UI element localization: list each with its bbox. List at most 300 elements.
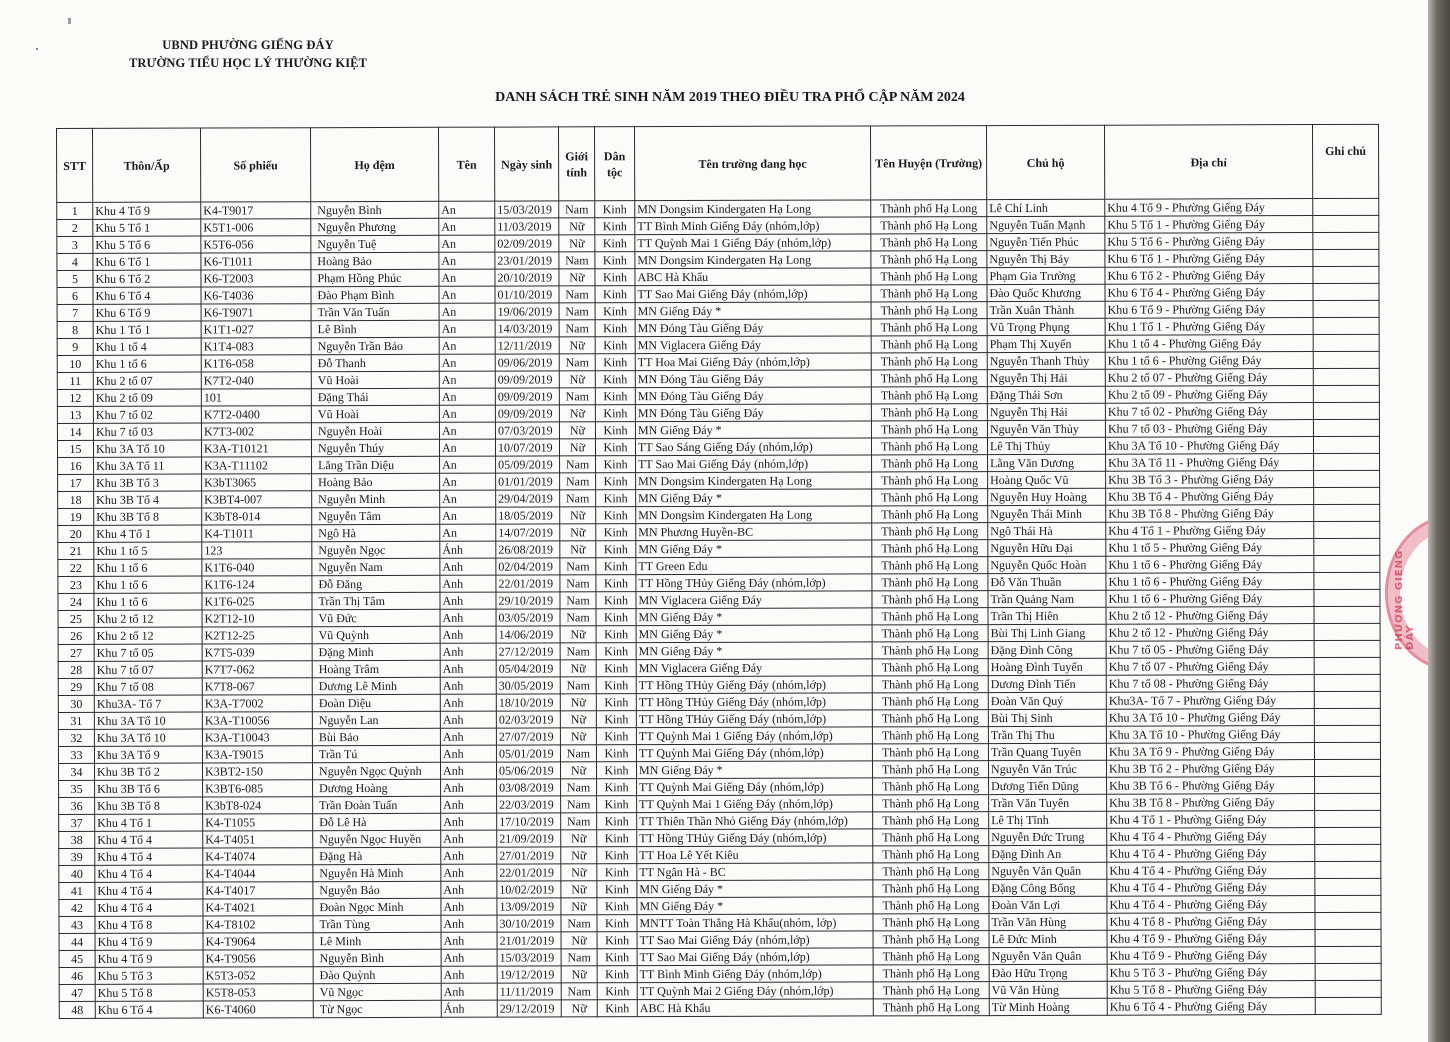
cell-dia-chi: Khu 4 Tổ 8 - Phường Giếng Đáy	[1107, 913, 1315, 931]
cell-huyen: Thành phố Hạ Long	[872, 540, 988, 557]
cell-gioi-tinh: Nữ	[560, 626, 596, 643]
col-header-dan-toc	[594, 127, 634, 201]
cell-dan-toc: Kinh	[595, 201, 635, 218]
cell-huyen: Thành phố Hạ Long	[871, 421, 987, 438]
cell-ghi-chu	[1315, 776, 1381, 793]
cell-gioi-tinh: Nữ	[560, 694, 596, 711]
cell-thon: Khu 1 tổ 6	[94, 576, 202, 593]
cell-stt: 34	[58, 763, 94, 780]
cell-stt: 47	[59, 984, 95, 1001]
cell-thon: Khu 4 Tổ 1	[94, 525, 202, 542]
cell-chu-ho: Nguyễn Văn Trúc	[988, 760, 1106, 777]
cell-dia-chi: Khu 6 Tổ 4 - Phường Giếng Đáy	[1105, 284, 1313, 302]
cell-chu-ho: Đặng Đình Công	[988, 641, 1106, 658]
cell-ten: Anh	[441, 779, 497, 796]
cell-stt: 8	[57, 321, 93, 338]
cell-chu-ho: Nguyễn Tiến Phúc	[987, 233, 1105, 250]
cell-ghi-chu	[1313, 198, 1379, 215]
scan-mark	[68, 18, 71, 24]
cell-huyen: Thành phố Hạ Long	[873, 795, 989, 812]
cell-ngay-sinh: 19/12/2019	[497, 966, 561, 983]
cell-huyen: Thành phố Hạ Long	[873, 999, 989, 1016]
cell-ho-dem: Trần Tùng	[313, 915, 441, 932]
cell-so-phieu: K4-T9017	[201, 202, 311, 219]
cell-ngay-sinh: 20/10/2019	[495, 269, 559, 286]
cell-stt: 15	[57, 440, 93, 457]
cell-dan-toc: Kinh	[596, 711, 636, 728]
cell-ngay-sinh: 30/05/2019	[496, 677, 560, 694]
cell-so-phieu: K1T1-027	[201, 321, 311, 338]
cell-ngay-sinh: 05/09/2019	[496, 456, 560, 473]
cell-chu-ho: Bùi Thị Sinh	[988, 709, 1106, 726]
cell-ten: Anh	[441, 898, 497, 915]
cell-dan-toc: Kinh	[596, 626, 636, 643]
cell-dan-toc: Kinh	[595, 303, 635, 320]
cell-ghi-chu	[1313, 402, 1379, 419]
cell-gioi-tinh: Nam	[560, 558, 596, 575]
cell-gioi-tinh: Nữ	[559, 269, 595, 286]
cell-stt: 23	[58, 576, 94, 593]
cell-ten: An	[440, 473, 496, 490]
cell-stt: 46	[59, 967, 95, 984]
cell-so-phieu: 101	[201, 389, 311, 406]
cell-gioi-tinh: Nam	[559, 252, 595, 269]
cell-ngay-sinh: 29/04/2019	[496, 490, 560, 507]
cell-dia-chi: Khu 6 Tổ 1 - Phường Giếng Đáy	[1105, 250, 1313, 268]
cell-chu-ho: Dương Đình Tiến	[988, 675, 1106, 692]
cell-stt: 39	[59, 848, 95, 865]
cell-dia-chi: Khu 1 tổ 6 - Phường Giếng Đáy	[1106, 573, 1314, 591]
cell-chu-ho: Trần Thị Hiên	[988, 607, 1106, 624]
cell-dan-toc: Kinh	[596, 524, 636, 541]
cell-dan-toc: Kinh	[597, 847, 637, 864]
cell-chu-ho: Hoàng Quốc Vũ	[988, 471, 1106, 488]
cell-ten: Anh	[440, 745, 496, 762]
col-header-dia-chi: Địa chỉ	[1104, 125, 1312, 200]
cell-ho-dem: Nguyễn Bảo	[313, 881, 441, 898]
cell-dia-chi: Khu 1 tổ 6 - Phường Giếng Đáy	[1106, 556, 1314, 574]
cell-ho-dem: Đặng Thái	[311, 388, 439, 405]
cell-truong: MN Viglacera Giếng Đáy	[635, 336, 871, 354]
cell-truong: TT Sao Mai Giếng Đáy (nhóm,lớp)	[637, 948, 873, 966]
cell-ghi-chu	[1315, 963, 1381, 980]
cell-ghi-chu	[1314, 657, 1380, 674]
cell-stt: 21	[58, 542, 94, 559]
cell-stt: 3	[57, 236, 93, 253]
cell-thon: Khu 3B Tổ 3	[94, 474, 202, 491]
cell-huyen: Thành phố Hạ Long	[872, 676, 988, 693]
cell-gioi-tinh: Nam	[561, 813, 597, 830]
cell-truong: TT Bình Minh Giếng Đáy (nhóm,lớp)	[637, 965, 873, 983]
cell-ho-dem: Nguyễn Ngọc	[312, 541, 440, 558]
cell-ho-dem: Dương Hoàng	[313, 779, 441, 796]
cell-chu-ho: Nguyễn Đức Trung	[989, 828, 1107, 845]
cell-dia-chi: Khu 1 Tổ 1 - Phường Giếng Đáy	[1105, 318, 1313, 336]
cell-dia-chi: Khu 1 tổ 6 - Phường Giếng Đáy	[1105, 352, 1313, 370]
cell-ten: An	[439, 269, 495, 286]
cell-ngay-sinh: 01/01/2019	[496, 473, 560, 490]
cell-stt: 17	[58, 474, 94, 491]
cell-ho-dem: Dương Lê Minh	[312, 677, 440, 694]
cell-ten: Anh	[441, 864, 497, 881]
cell-ho-dem: Phạm Hồng Phúc	[311, 269, 439, 286]
cell-dan-toc: Kinh	[595, 337, 635, 354]
cell-ghi-chu	[1314, 725, 1380, 742]
cell-huyen: Thành phố Hạ Long	[873, 965, 989, 982]
cell-thon: Khu 1 tổ 6	[93, 355, 201, 372]
cell-gioi-tinh: Nam	[560, 592, 596, 609]
cell-ngay-sinh: 27/01/2019	[497, 847, 561, 864]
cell-gioi-tinh: Nữ	[561, 881, 597, 898]
cell-stt: 25	[58, 610, 94, 627]
cell-ho-dem: Từ Ngọc	[313, 1000, 441, 1017]
cell-ten: An	[439, 201, 495, 218]
cell-ngay-sinh: 03/08/2019	[497, 779, 561, 796]
cell-thon: Khu 5 Tổ 1	[93, 219, 201, 236]
cell-chu-ho: Nguyễn Hữu Đại	[988, 539, 1106, 556]
cell-chu-ho: Trần Thị Thu	[988, 726, 1106, 743]
cell-chu-ho: Lê Thị Tĩnh	[989, 811, 1107, 828]
cell-so-phieu: K1T6-040	[202, 559, 312, 576]
cell-ghi-chu	[1314, 623, 1380, 640]
cell-ten: Anh	[441, 983, 497, 1000]
cell-so-phieu: K3A-T10056	[202, 712, 312, 729]
cell-thon: Khu 5 Tổ 3	[95, 967, 203, 984]
cell-gioi-tinh: Nam	[559, 303, 595, 320]
cell-ho-dem: Vũ Đức	[312, 609, 440, 626]
cell-ghi-chu	[1315, 895, 1381, 912]
cell-truong: TT Sao Mai Giếng Đáy (nhóm,lớp)	[636, 455, 872, 473]
cell-thon: Khu 4 Tổ 8	[95, 916, 203, 933]
cell-dan-toc: Kinh	[597, 813, 637, 830]
cell-dia-chi: Khu 6 Tổ 9 - Phường Giếng Đáy	[1105, 301, 1313, 319]
cell-huyen: Thành phố Hạ Long	[872, 693, 988, 710]
cell-huyen: Thành phố Hạ Long	[872, 523, 988, 540]
cell-dan-toc: Kinh	[595, 235, 635, 252]
cell-gioi-tinh: Nữ	[561, 864, 597, 881]
cell-stt: 5	[57, 270, 93, 287]
cell-ten: Anh	[441, 847, 497, 864]
cell-thon: Khu 4 Tổ 4	[95, 848, 203, 865]
cell-ho-dem: Đào Phạm Bình	[311, 286, 439, 303]
cell-gioi-tinh: Nữ	[559, 337, 595, 354]
cell-dia-chi: Khu 5 Tổ 1 - Phường Giếng Đáy	[1105, 216, 1313, 234]
cell-stt: 38	[59, 831, 95, 848]
cell-ten: An	[439, 371, 495, 388]
cell-truong: TT Hoa Lê Yết Kiêu	[637, 846, 873, 864]
cell-ghi-chu	[1314, 708, 1380, 725]
cell-ten: Anh	[440, 711, 496, 728]
cell-ho-dem: Nguyễn Phương	[311, 218, 439, 235]
cell-stt: 12	[57, 389, 93, 406]
cell-ten: An	[440, 490, 496, 507]
cell-stt: 37	[59, 814, 95, 831]
cell-stt: 24	[58, 593, 94, 610]
cell-huyen: Thành phố Hạ Long	[872, 710, 988, 727]
cell-dan-toc: Kinh	[597, 864, 637, 881]
cell-so-phieu: K6-T9071	[201, 304, 311, 321]
cell-ngay-sinh: 27/07/2019	[496, 728, 560, 745]
cell-dan-toc: Kinh	[597, 898, 637, 915]
cell-huyen: Thành phố Hạ Long	[873, 897, 989, 914]
cell-dan-toc: Kinh	[596, 762, 636, 779]
cell-stt: 18	[58, 491, 94, 508]
cell-ho-dem: Vũ Hoài	[311, 405, 439, 422]
cell-chu-ho: Từ Minh Hoàng	[989, 998, 1107, 1015]
children-list-table	[56, 124, 1382, 1019]
cell-so-phieu: K7T5-039	[202, 644, 312, 661]
cell-stt: 20	[58, 525, 94, 542]
cell-ten: Ánh	[440, 541, 496, 558]
cell-stt: 9	[57, 338, 93, 355]
cell-dia-chi: Khu 3B Tổ 2 - Phường Giếng Đáy	[1106, 760, 1314, 778]
cell-so-phieu: K3BT6-085	[203, 780, 313, 797]
cell-ghi-chu	[1314, 555, 1380, 572]
cell-chu-ho: Nguyễn Văn Quân	[989, 947, 1107, 964]
cell-thon: Khu 4 Tổ 9	[95, 933, 203, 950]
cell-gioi-tinh: Nam	[561, 779, 597, 796]
org-line-1: UBND PHƯỜNG GIẾNG ĐÁY	[162, 38, 334, 52]
cell-stt: 29	[58, 678, 94, 695]
gioi-tinh-line-2: tính	[566, 164, 588, 179]
cell-so-phieu: K5T8-053	[203, 984, 313, 1001]
cell-truong: TT Sao Mai Giếng Đáy (nhóm,lớp)	[637, 931, 873, 949]
cell-thon: Khu 4 Tổ 4	[95, 899, 203, 916]
col-header-so-phieu: Số phiếu	[201, 128, 311, 202]
cell-dia-chi: Khu 4 Tổ 4 - Phường Giếng Đáy	[1107, 896, 1315, 914]
cell-ngay-sinh: 02/04/2019	[496, 558, 560, 575]
cell-huyen: Thành phố Hạ Long	[871, 217, 987, 234]
cell-dan-toc: Kinh	[596, 507, 636, 524]
cell-huyen: Thành phố Hạ Long	[872, 625, 988, 642]
stamp-text: PHƯỜNG GIẾNG ĐÁY	[1394, 549, 1416, 650]
cell-huyen: Thành phố Hạ Long	[873, 846, 989, 863]
cell-ngay-sinh: 11/11/2019	[497, 983, 561, 1000]
cell-thon: Khu 4 Tổ 4	[95, 882, 203, 899]
cell-ten: An	[439, 388, 495, 405]
cell-huyen: Thành phố Hạ Long	[873, 914, 989, 931]
cell-dia-chi: Khu 4 Tổ 9 - Phường Giếng Đáy	[1107, 947, 1315, 965]
cell-dan-toc: Kinh	[597, 983, 637, 1000]
cell-ghi-chu	[1314, 504, 1380, 521]
cell-ho-dem: Nguyễn Nam	[312, 558, 440, 575]
cell-so-phieu: K3BT2-150	[202, 763, 312, 780]
cell-ghi-chu	[1314, 742, 1380, 759]
cell-gioi-tinh: Nữ	[560, 762, 596, 779]
cell-dia-chi: Khu 4 Tổ 9 - Phường Giếng Đáy	[1105, 199, 1313, 217]
cell-ho-dem: Vũ Hoài	[311, 371, 439, 388]
cell-chu-ho: Đoàn Văn Lợi	[989, 896, 1107, 913]
cell-chu-ho: Nguyễn Thanh Thủy	[987, 352, 1105, 369]
cell-gioi-tinh: Nữ	[561, 847, 597, 864]
cell-ghi-chu	[1315, 793, 1381, 810]
cell-truong: MN Giếng Đáy *	[637, 880, 873, 898]
cell-thon: Khu 4 Tổ 4	[95, 865, 203, 882]
col-header-ho-dem: Họ đệm	[311, 127, 439, 201]
cell-chu-ho: Phạm Gia Trường	[987, 267, 1105, 284]
cell-gioi-tinh: Nữ	[559, 218, 595, 235]
cell-so-phieu: K6-T4060	[203, 1001, 313, 1018]
cell-dia-chi: Khu 7 tổ 08 - Phường Giếng Đáy	[1106, 675, 1314, 693]
cell-thon: Khu 3B Tổ 8	[95, 797, 203, 814]
cell-ghi-chu	[1313, 334, 1379, 351]
cell-huyen: Thành phố Hạ Long	[871, 319, 987, 336]
cell-dan-toc: Kinh	[597, 779, 637, 796]
cell-stt: 22	[58, 559, 94, 576]
cell-thon: Khu 2 tổ 07	[93, 372, 201, 389]
cell-ten: Anh	[440, 609, 496, 626]
cell-chu-ho: Nguyễn Tuấn Mạnh	[987, 216, 1105, 233]
cell-chu-ho: Lằng Văn Dương	[988, 454, 1106, 471]
cell-gioi-tinh: Nữ	[560, 660, 596, 677]
cell-gioi-tinh: Nữ	[559, 422, 595, 439]
cell-stt: 31	[58, 712, 94, 729]
cell-ten: An	[439, 286, 495, 303]
cell-thon: Khu 4 Tổ 4	[95, 831, 203, 848]
cell-ten: Anh	[441, 813, 497, 830]
cell-truong: MN Đóng Tàu Giếng Đáy	[635, 404, 871, 422]
cell-truong: TT Green Edu	[636, 557, 872, 575]
cell-thon: Khu 6 Tổ 2	[93, 270, 201, 287]
cell-ho-dem: Đoàn Diệu	[312, 694, 440, 711]
cell-truong: MN Đóng Tàu Giếng Đáy	[635, 370, 871, 388]
cell-ngay-sinh: 09/09/2019	[495, 405, 559, 422]
cell-dia-chi: Khu 6 Tổ 4 - Phường Giếng Đáy	[1107, 998, 1315, 1016]
cell-ngay-sinh: 19/06/2019	[495, 303, 559, 320]
cell-chu-ho: Hoàng Đình Tuyến	[988, 658, 1106, 675]
cell-dan-toc: Kinh	[595, 218, 635, 235]
cell-huyen: Thành phố Hạ Long	[872, 455, 988, 472]
cell-dan-toc: Kinh	[595, 388, 635, 405]
cell-ghi-chu	[1315, 997, 1381, 1014]
cell-ghi-chu	[1314, 674, 1380, 691]
cell-dia-chi: Khu 3B Tổ 8 - Phường Giếng Đáy	[1106, 505, 1314, 523]
cell-thon: Khu 5 Tổ 6	[93, 236, 201, 253]
cell-truong: TT Hồng THủy Giếng Đáy (nhóm,lớp)	[636, 693, 872, 711]
cell-ghi-chu	[1313, 368, 1379, 385]
cell-gioi-tinh: Nữ	[561, 898, 597, 915]
cell-ho-dem: Trần Đoàn Tuấn	[313, 796, 441, 813]
cell-chu-ho: Nguyễn Quốc Hoàn	[988, 556, 1106, 573]
document-title: DANH SÁCH TRẺ SINH NĂM 2019 THEO ĐIỀU TRA PHỔ CẬP NĂM 2024	[495, 90, 965, 105]
cell-chu-ho: Lê Thị Thủy	[987, 437, 1105, 454]
cell-chu-ho: Đoàn Văn Quý	[988, 692, 1106, 709]
cell-gioi-tinh: Nam	[560, 609, 596, 626]
cell-stt: 40	[59, 865, 95, 882]
cell-dia-chi: Khu 7 tổ 02 - Phường Giếng Đáy	[1105, 403, 1313, 421]
table-row	[59, 997, 1381, 1018]
cell-ghi-chu	[1313, 232, 1379, 249]
cell-chu-ho: Lê Đức Minh	[989, 930, 1107, 947]
cell-stt: 19	[58, 508, 94, 525]
cell-ten: Anh	[440, 643, 496, 660]
organization-header	[118, 36, 378, 72]
cell-ghi-chu	[1313, 249, 1379, 266]
cell-huyen: Thành phố Hạ Long	[873, 863, 989, 880]
col-header-gioi-tinh	[558, 127, 594, 201]
cell-huyen: Thành phố Hạ Long	[873, 829, 989, 846]
cell-dan-toc: Kinh	[596, 541, 636, 558]
cell-ho-dem: Trần Văn Tuấn	[311, 303, 439, 320]
cell-so-phieu: K6-T2003	[201, 270, 311, 287]
cell-ghi-chu	[1315, 861, 1381, 878]
cell-gioi-tinh: Nam	[561, 983, 597, 1000]
cell-dia-chi: Khu 4 Tổ 4 - Phường Giếng Đáy	[1107, 828, 1315, 846]
scan-speck	[36, 48, 38, 50]
cell-so-phieu: K2T12-25	[202, 627, 312, 644]
cell-truong: TT Quỳnh Mai 2 Giếng Đáy (nhóm,lớp)	[637, 982, 873, 1000]
cell-huyen: Thành phố Hạ Long	[872, 489, 988, 506]
cell-ngay-sinh: 26/08/2019	[496, 541, 560, 558]
cell-truong: TT Hồng THủy Giếng Đáy (nhóm,lớp)	[636, 574, 872, 592]
cell-gioi-tinh: Nam	[559, 201, 595, 218]
cell-ten: An	[439, 337, 495, 354]
cell-dia-chi: Khu 7 tổ 05 - Phường Giếng Đáy	[1106, 641, 1314, 659]
cell-so-phieu: K4-T9056	[203, 950, 313, 967]
cell-ten: Anh	[441, 881, 497, 898]
cell-ngay-sinh: 30/10/2019	[497, 915, 561, 932]
cell-stt: 41	[59, 882, 95, 899]
cell-dan-toc: Kinh	[597, 915, 637, 932]
cell-truong: TT Hoa Mai Giếng Đáy (nhóm,lớp)	[635, 353, 871, 371]
cell-dia-chi: Khu 3B Tổ 6 - Phường Giếng Đáy	[1107, 777, 1315, 795]
cell-stt: 33	[58, 746, 94, 763]
cell-truong: TT Quỳnh Mai 1 Giếng Đáy (nhóm,lớp)	[637, 795, 873, 813]
cell-truong: MN Viglacera Giếng Đáy	[636, 591, 872, 609]
cell-huyen: Thành phố Hạ Long	[871, 404, 987, 421]
cell-chu-ho: Dương Tiến Dũng	[989, 777, 1107, 794]
cell-truong: MN Giếng Đáy *	[636, 625, 872, 643]
cell-dan-toc: Kinh	[595, 252, 635, 269]
cell-dia-chi: Khu 4 Tổ 4 - Phường Giếng Đáy	[1107, 879, 1315, 897]
cell-chu-ho: Lê Chí Linh	[987, 199, 1105, 216]
cell-chu-ho: Nguyễn Thị Bảy	[987, 250, 1105, 267]
cell-thon: Khu 3A Tổ 9	[94, 746, 202, 763]
cell-dan-toc: Kinh	[595, 405, 635, 422]
cell-dan-toc: Kinh	[596, 694, 636, 711]
cell-ten: An	[439, 218, 495, 235]
cell-ho-dem: Nguyễn Minh	[312, 490, 440, 507]
cell-truong: MN Giếng Đáy *	[636, 608, 872, 626]
cell-stt: 26	[58, 627, 94, 644]
cell-dia-chi: Khu 7 tổ 03 - Phường Giếng Đáy	[1105, 420, 1313, 438]
cell-dan-toc: Kinh	[596, 456, 636, 473]
cell-thon: Khu 7 tổ 08	[94, 678, 202, 695]
cell-truong: MN Giếng Đáy *	[635, 421, 871, 439]
cell-ghi-chu	[1314, 606, 1380, 623]
cell-ngay-sinh: 02/09/2019	[495, 235, 559, 252]
cell-dan-toc: Kinh	[596, 490, 636, 507]
cell-dia-chi: Khu 3A Tổ 10 - Phường Giếng Đáy	[1105, 437, 1313, 455]
cell-dan-toc: Kinh	[595, 286, 635, 303]
cell-ngay-sinh: 29/12/2019	[497, 1000, 561, 1017]
cell-ho-dem: Đỗ Đăng	[312, 575, 440, 592]
cell-ten: An	[440, 524, 496, 541]
cell-truong: MN Phương Huyền-BC	[636, 523, 872, 541]
cell-ten: Anh	[440, 558, 496, 575]
cell-dia-chi: Khu 5 Tổ 3 - Phường Giếng Đáy	[1107, 964, 1315, 982]
cell-truong: MN Dongsim Kindergaten Hạ Long	[635, 200, 871, 218]
cell-ten: An	[439, 422, 495, 439]
cell-dan-toc: Kinh	[595, 422, 635, 439]
cell-stt: 7	[57, 304, 93, 321]
cell-ten: An	[439, 235, 495, 252]
cell-so-phieu: K4-T4044	[203, 865, 313, 882]
cell-gioi-tinh: Nữ	[560, 524, 596, 541]
cell-dan-toc: Kinh	[596, 728, 636, 745]
cell-gioi-tinh: Nữ	[561, 966, 597, 983]
cell-dan-toc: Kinh	[596, 677, 636, 694]
